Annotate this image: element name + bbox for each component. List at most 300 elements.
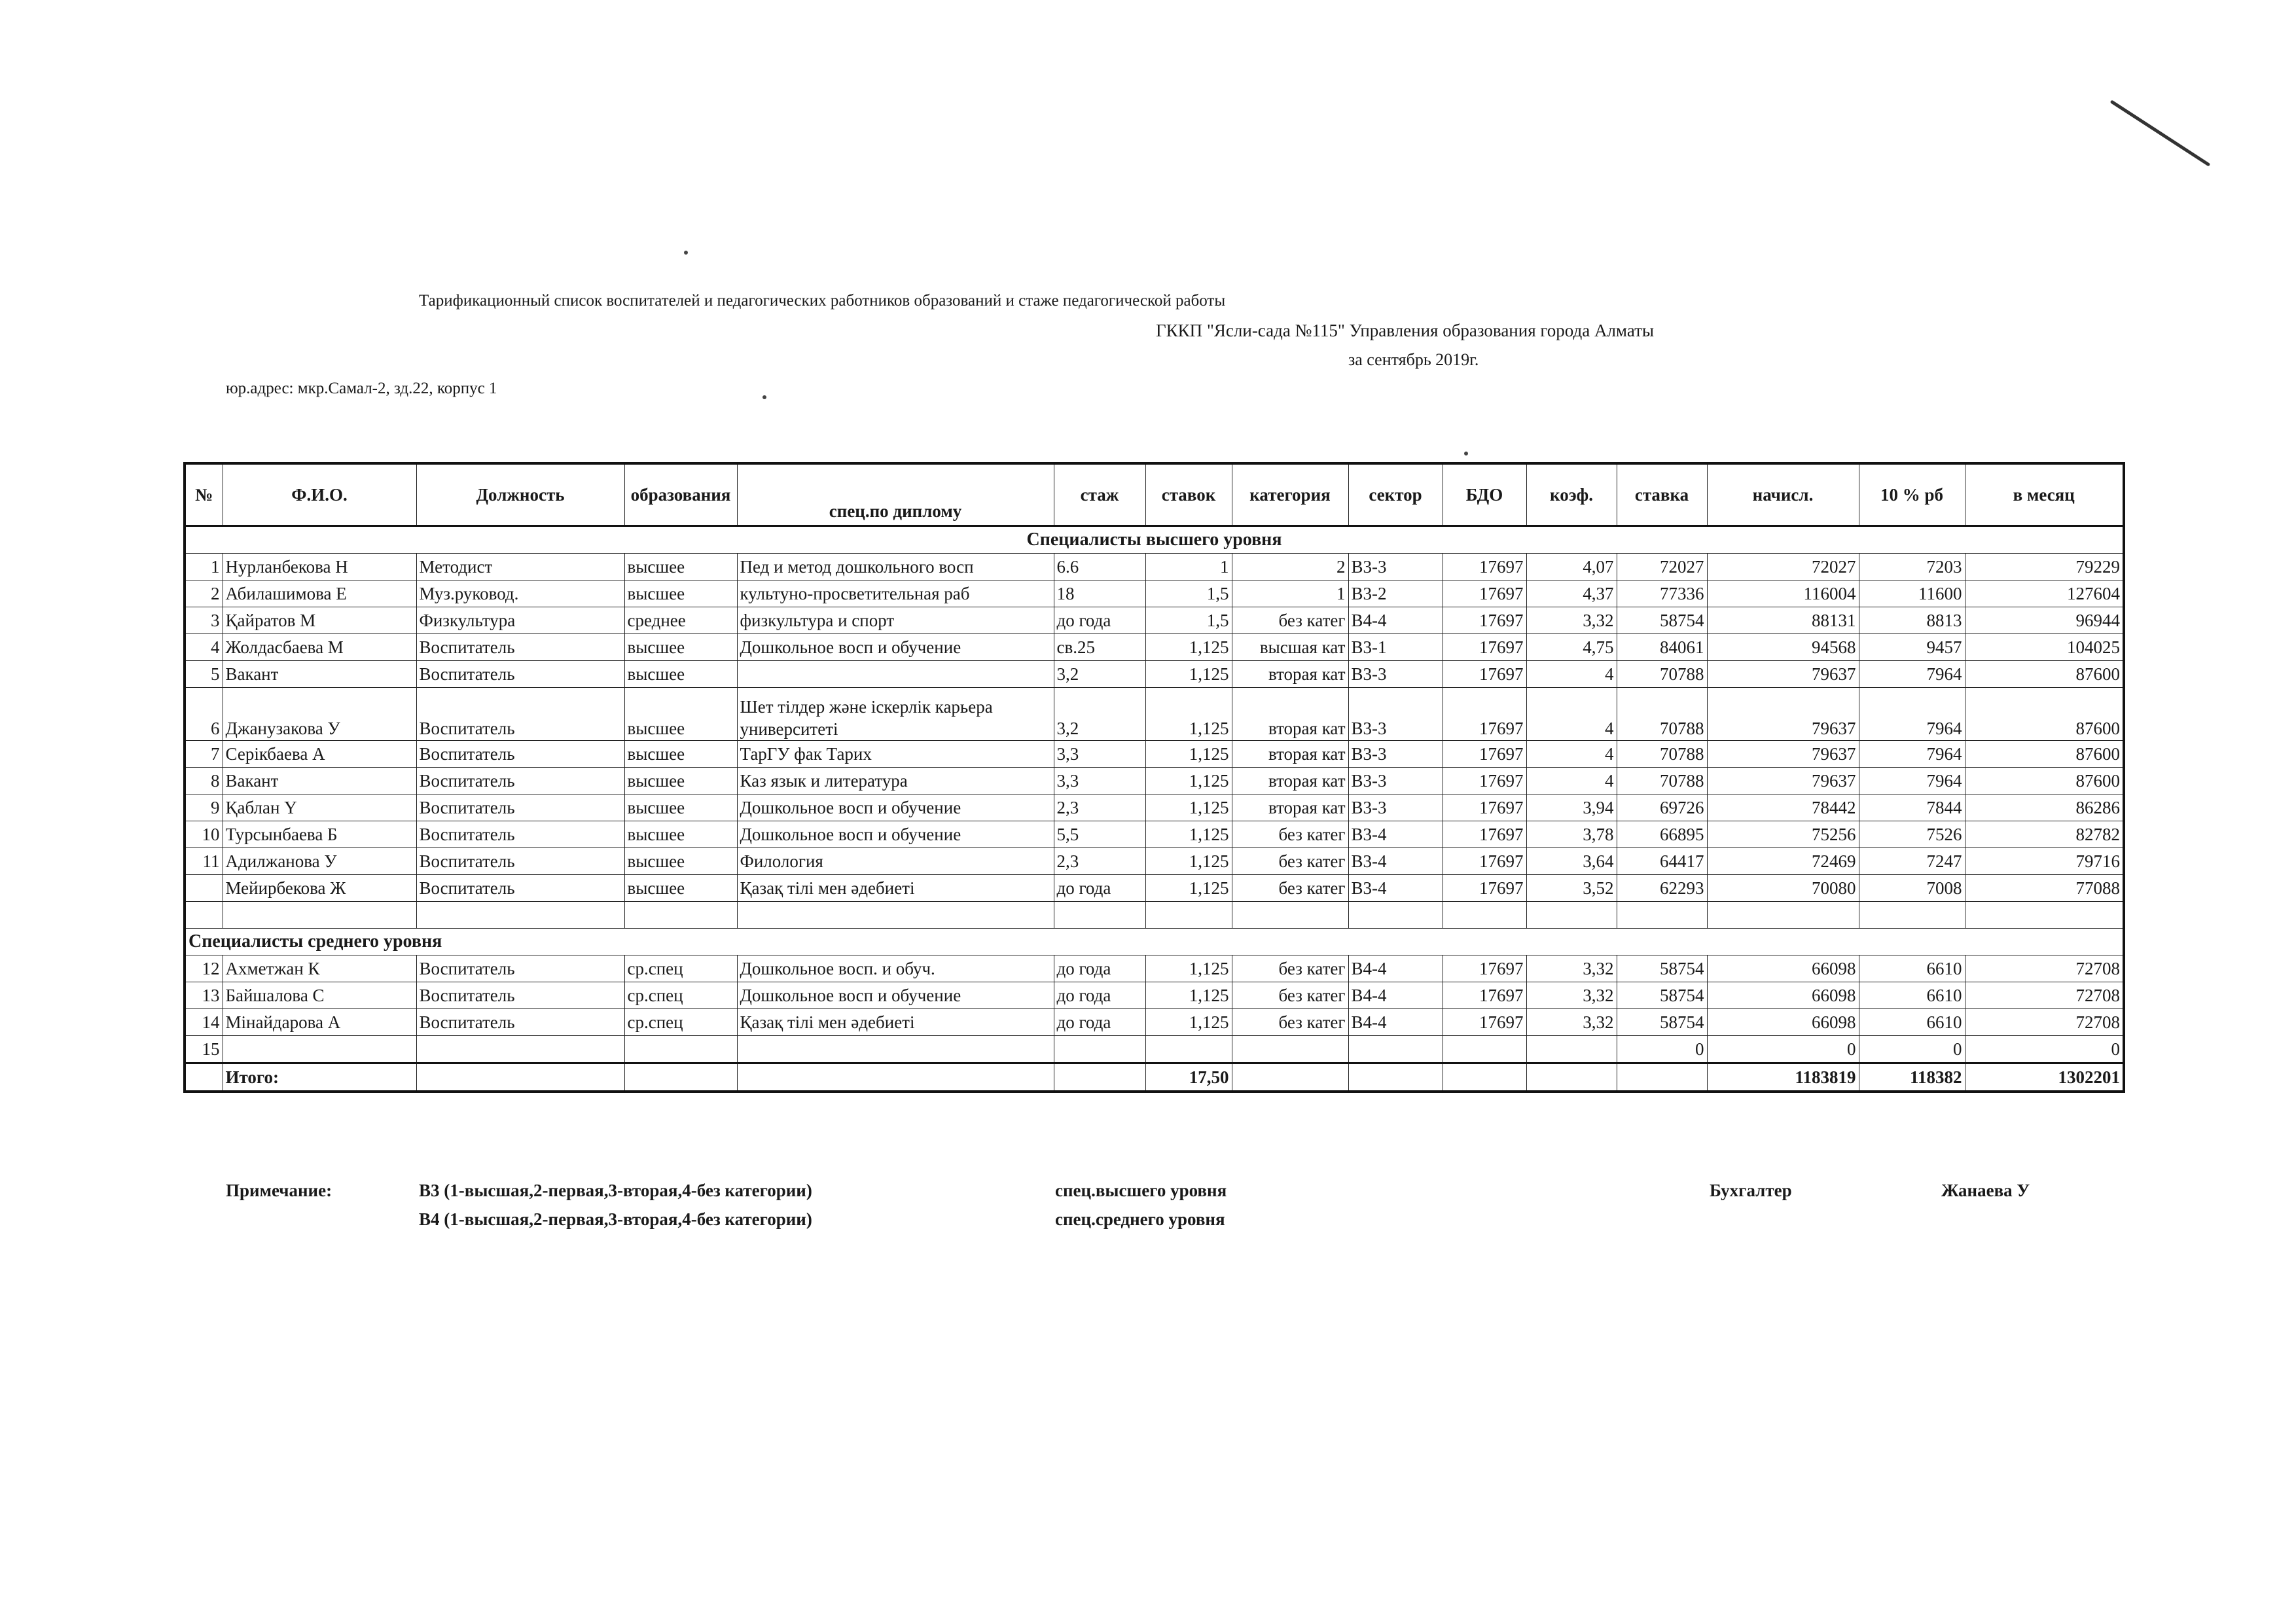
cell-monthly: 87600 — [1965, 741, 2124, 768]
cell-specialty: Дошкольное восп. и обуч. — [737, 955, 1054, 982]
empty-cell — [1526, 902, 1617, 929]
cell-accrued: 72469 — [1707, 848, 1859, 875]
cell-sector: В4-4 — [1348, 1009, 1443, 1036]
cell-rb: 7964 — [1859, 741, 1965, 768]
cell-rate: 69726 — [1617, 794, 1707, 821]
empty-cell — [1617, 1063, 1707, 1092]
cell-coef: 4 — [1526, 741, 1617, 768]
cell-rates: 1,125 — [1145, 661, 1232, 688]
cell-accrued: 79637 — [1707, 688, 1859, 741]
cell-rates: 1,125 — [1145, 688, 1232, 741]
cell-position: Воспитатель — [416, 688, 624, 741]
table-row — [185, 794, 2124, 821]
col-header-rb: 10 % рб — [1859, 463, 1965, 526]
col-header-monthly: в месяц — [1965, 463, 2124, 526]
table-row — [185, 554, 2124, 580]
cell-no: 15 — [185, 1036, 223, 1063]
cell-education: высшее — [624, 794, 737, 821]
cell-bdo: 17697 — [1443, 794, 1526, 821]
table-row — [185, 982, 2124, 1009]
cell-coef — [1526, 1036, 1617, 1063]
cell-experience: до года — [1054, 1009, 1145, 1036]
cell-category: без катег — [1232, 607, 1348, 634]
cell-accrued: 66098 — [1707, 982, 1859, 1009]
cell-no: 11 — [185, 848, 223, 875]
cell-rates: 1,125 — [1145, 794, 1232, 821]
cell-experience: 2,3 — [1054, 848, 1145, 875]
empty-cell — [1054, 1063, 1145, 1092]
cell-coef: 3,32 — [1526, 955, 1617, 982]
cell-monthly: 127604 — [1965, 580, 2124, 607]
cell-bdo: 17697 — [1443, 607, 1526, 634]
cell-rb: 7203 — [1859, 554, 1965, 580]
cell-education: ср.спец — [624, 955, 737, 982]
col-header-experience: стаж — [1054, 463, 1145, 526]
cell-bdo: 17697 — [1443, 982, 1526, 1009]
cell-rate: 70788 — [1617, 768, 1707, 794]
cell-category: без катег — [1232, 982, 1348, 1009]
cell-rb: 7844 — [1859, 794, 1965, 821]
cell-rate: 58754 — [1617, 1009, 1707, 1036]
cell-bdo: 17697 — [1443, 634, 1526, 661]
cell-position: Муз.руковод. — [416, 580, 624, 607]
cell-experience: св.25 — [1054, 634, 1145, 661]
table-row — [185, 848, 2124, 875]
cell-sector: В3-2 — [1348, 580, 1443, 607]
cell-bdo — [1443, 1036, 1526, 1063]
empty-cell — [1617, 902, 1707, 929]
scan-dot — [1464, 452, 1468, 455]
cell-fio — [223, 1036, 416, 1063]
cell-coef: 4,37 — [1526, 580, 1617, 607]
scan-pen-mark — [2110, 99, 2211, 166]
total-row — [185, 1063, 2124, 1092]
cell-education: высшее — [624, 875, 737, 902]
cell-experience: до года — [1054, 955, 1145, 982]
cell-coef: 3,52 — [1526, 875, 1617, 902]
col-header-sector: сектор — [1348, 463, 1443, 526]
cell-category: без катег — [1232, 821, 1348, 848]
table-row — [185, 821, 2124, 848]
cell-accrued: 72027 — [1707, 554, 1859, 580]
cell-experience: 18 — [1054, 580, 1145, 607]
cell-specialty: Филология — [737, 848, 1054, 875]
empty-cell — [1965, 902, 2124, 929]
cell-fio: Вакант — [223, 768, 416, 794]
table-row — [185, 580, 2124, 607]
cell-sector: В3-3 — [1348, 768, 1443, 794]
cell-fio: Джанузакова У — [223, 688, 416, 741]
cell-rb: 6610 — [1859, 982, 1965, 1009]
cell-rb: 7526 — [1859, 821, 1965, 848]
cell-rates: 1,5 — [1145, 580, 1232, 607]
section-mid-level — [185, 929, 2124, 955]
cell-no — [185, 875, 223, 902]
table-row — [185, 1009, 2124, 1036]
total-label: Итого: — [223, 1063, 416, 1092]
cell-monthly: 72708 — [1965, 955, 2124, 982]
cell-bdo: 17697 — [1443, 848, 1526, 875]
cell-no: 12 — [185, 955, 223, 982]
tariff-table — [183, 462, 2125, 1093]
col-header-rates: ставок — [1145, 463, 1232, 526]
cell-experience: до года — [1054, 982, 1145, 1009]
cell-accrued: 94568 — [1707, 634, 1859, 661]
cell-sector: В3-4 — [1348, 848, 1443, 875]
col-header-specialty: спец.по диплому — [737, 463, 1054, 526]
cell-monthly: 77088 — [1965, 875, 2124, 902]
cell-experience: 3,2 — [1054, 688, 1145, 741]
cell-position: Воспитатель — [416, 955, 624, 982]
cell-fio: Ахметжан К — [223, 955, 416, 982]
cell-monthly: 87600 — [1965, 768, 2124, 794]
cell-specialty: Пед и метод дошкольного восп — [737, 554, 1054, 580]
cell-accrued: 0 — [1707, 1036, 1859, 1063]
cell-monthly: 87600 — [1965, 688, 2124, 741]
cell-rate: 58754 — [1617, 955, 1707, 982]
accountant-name: Жанаева У — [1941, 1181, 2030, 1200]
cell-sector: В3-3 — [1348, 661, 1443, 688]
table-row — [185, 634, 2124, 661]
cell-fio: Қайратов М — [223, 607, 416, 634]
cell-coef: 4 — [1526, 688, 1617, 741]
cell-category — [1232, 1036, 1348, 1063]
cell-education: высшее — [624, 661, 737, 688]
cell-rb: 7964 — [1859, 688, 1965, 741]
cell-specialty — [737, 1036, 1054, 1063]
cell-rb: 7964 — [1859, 768, 1965, 794]
cell-accrued: 70080 — [1707, 875, 1859, 902]
notes-line-2: В4 (1-высшая,2-первая,3-вторая,4-без категории) — [419, 1209, 812, 1229]
cell-sector: В3-3 — [1348, 688, 1443, 741]
cell-rate: 62293 — [1617, 875, 1707, 902]
col-header-fio: Ф.И.О. — [223, 463, 416, 526]
cell-sector: В4-4 — [1348, 955, 1443, 982]
empty-cell — [624, 1063, 737, 1092]
empty-cell — [1707, 902, 1859, 929]
cell-rb: 7247 — [1859, 848, 1965, 875]
cell-coef: 4,75 — [1526, 634, 1617, 661]
empty-cell — [416, 1063, 624, 1092]
cell-rate: 58754 — [1617, 607, 1707, 634]
cell-rb: 11600 — [1859, 580, 1965, 607]
notes-spec-mid: спец.среднего уровня — [1055, 1209, 1225, 1229]
cell-coef: 3,94 — [1526, 794, 1617, 821]
cell-sector: В3-3 — [1348, 794, 1443, 821]
empty-cell — [624, 902, 737, 929]
cell-rates: 1,125 — [1145, 634, 1232, 661]
cell-position: Воспитатель — [416, 875, 624, 902]
cell-coef: 4 — [1526, 661, 1617, 688]
cell-monthly: 104025 — [1965, 634, 2124, 661]
cell-specialty: Шет тілдер және іскерлік карьера университеті — [737, 688, 1054, 741]
cell-fio: Мінайдарова А — [223, 1009, 416, 1036]
cell-bdo: 17697 — [1443, 955, 1526, 982]
cell-fio: Адилжанова У — [223, 848, 416, 875]
total-monthly: 1302201 — [1965, 1063, 2124, 1092]
cell-sector: В3-4 — [1348, 821, 1443, 848]
table-row — [185, 607, 2124, 634]
cell-rates: 1,125 — [1145, 955, 1232, 982]
cell-rb: 6610 — [1859, 955, 1965, 982]
cell-fio: Турсынбаева Б — [223, 821, 416, 848]
cell-accrued: 79637 — [1707, 768, 1859, 794]
cell-rb: 9457 — [1859, 634, 1965, 661]
cell-bdo: 17697 — [1443, 661, 1526, 688]
table-row — [185, 688, 2124, 741]
cell-monthly: 72708 — [1965, 982, 2124, 1009]
cell-accrued: 79637 — [1707, 661, 1859, 688]
cell-education: высшее — [624, 821, 737, 848]
cell-education: высшее — [624, 741, 737, 768]
empty-cell — [1348, 902, 1443, 929]
cell-monthly: 87600 — [1965, 661, 2124, 688]
cell-category: 1 — [1232, 580, 1348, 607]
cell-education: высшее — [624, 554, 737, 580]
col-header-rate: ставка — [1617, 463, 1707, 526]
cell-specialty: Дошкольное восп и обучение — [737, 794, 1054, 821]
cell-coef: 3,32 — [1526, 982, 1617, 1009]
cell-rate: 84061 — [1617, 634, 1707, 661]
cell-no: 2 — [185, 580, 223, 607]
table-row — [185, 955, 2124, 982]
cell-accrued: 66098 — [1707, 955, 1859, 982]
cell-fio: Серікбаева А — [223, 741, 416, 768]
cell-rates — [1145, 1036, 1232, 1063]
cell-sector — [1348, 1036, 1443, 1063]
cell-rates: 1,125 — [1145, 768, 1232, 794]
notes-label: Примечание: — [226, 1181, 332, 1200]
empty-cell — [416, 902, 624, 929]
cell-rate: 66895 — [1617, 821, 1707, 848]
cell-rb: 7964 — [1859, 661, 1965, 688]
table-row — [185, 741, 2124, 768]
cell-position: Воспитатель — [416, 982, 624, 1009]
cell-category: высшая кат — [1232, 634, 1348, 661]
empty-cell — [185, 902, 223, 929]
cell-rates: 1,125 — [1145, 875, 1232, 902]
cell-no: 3 — [185, 607, 223, 634]
report-period: за сентябрь 2019г. — [1348, 350, 1479, 369]
col-header-position: Должность — [416, 463, 624, 526]
cell-rb: 8813 — [1859, 607, 1965, 634]
cell-no: 7 — [185, 741, 223, 768]
cell-accrued: 75256 — [1707, 821, 1859, 848]
cell-rates: 1,5 — [1145, 607, 1232, 634]
table-row — [185, 875, 2124, 902]
col-header-accrued: начисл. — [1707, 463, 1859, 526]
section-title: Специалисты высшего уровня — [185, 526, 2124, 554]
empty-cell — [223, 902, 416, 929]
notes-line-1: В3 (1-высшая,2-первая,3-вторая,4-без категории) — [419, 1181, 812, 1200]
legal-address: юр.адрес: мкр.Самал-2, зд.22, корпус 1 — [226, 380, 497, 397]
cell-bdo: 17697 — [1443, 1009, 1526, 1036]
col-header-coef: коэф. — [1526, 463, 1617, 526]
cell-accrued: 88131 — [1707, 607, 1859, 634]
cell-position: Воспитатель — [416, 741, 624, 768]
cell-category: без катег — [1232, 848, 1348, 875]
empty-cell — [1526, 1063, 1617, 1092]
cell-position: Воспитатель — [416, 634, 624, 661]
cell-coef: 4,07 — [1526, 554, 1617, 580]
cell-rates: 1,125 — [1145, 821, 1232, 848]
cell-fio: Нурланбекова Н — [223, 554, 416, 580]
cell-coef: 3,78 — [1526, 821, 1617, 848]
cell-experience: 2,3 — [1054, 794, 1145, 821]
empty-cell — [737, 1063, 1054, 1092]
cell-rate: 70788 — [1617, 688, 1707, 741]
cell-education — [624, 1036, 737, 1063]
cell-rates: 1,125 — [1145, 982, 1232, 1009]
col-header-education: образования — [624, 463, 737, 526]
cell-monthly: 96944 — [1965, 607, 2124, 634]
cell-monthly: 72708 — [1965, 1009, 2124, 1036]
cell-rate: 72027 — [1617, 554, 1707, 580]
cell-sector: В4-4 — [1348, 982, 1443, 1009]
organization-name: ГККП "Ясли-сада №115" Управления образования города Алматы — [1156, 321, 1655, 340]
empty-row — [185, 902, 2124, 929]
cell-bdo: 17697 — [1443, 688, 1526, 741]
table-row — [185, 1036, 2124, 1063]
cell-rates: 1 — [1145, 554, 1232, 580]
cell-no: 14 — [185, 1009, 223, 1036]
col-header-no: № — [185, 463, 223, 526]
cell-specialty: ТарГУ фак Тарих — [737, 741, 1054, 768]
cell-specialty: Дошкольное восп и обучение — [737, 982, 1054, 1009]
cell-sector: В4-4 — [1348, 607, 1443, 634]
cell-no: 1 — [185, 554, 223, 580]
table-header-row — [185, 463, 2124, 526]
cell-position: Воспитатель — [416, 661, 624, 688]
empty-cell — [1145, 902, 1232, 929]
cell-education: ср.спец — [624, 1009, 737, 1036]
cell-sector: В3-1 — [1348, 634, 1443, 661]
cell-sector: В3-3 — [1348, 741, 1443, 768]
cell-category: 2 — [1232, 554, 1348, 580]
scan-dot — [684, 251, 688, 255]
cell-rate: 64417 — [1617, 848, 1707, 875]
empty-cell — [185, 1063, 223, 1092]
cell-rb: 7008 — [1859, 875, 1965, 902]
cell-specialty: физкультура и спорт — [737, 607, 1054, 634]
cell-accrued: 116004 — [1707, 580, 1859, 607]
cell-position: Воспитатель — [416, 821, 624, 848]
cell-specialty: культуно-просветительная раб — [737, 580, 1054, 607]
notes-spec-high: спец.высшего уровня — [1055, 1181, 1227, 1200]
empty-cell — [1232, 902, 1348, 929]
cell-position: Воспитатель — [416, 848, 624, 875]
cell-fio: Қаблан Ү — [223, 794, 416, 821]
total-rb: 118382 — [1859, 1063, 1965, 1092]
cell-coef: 3,32 — [1526, 607, 1617, 634]
cell-experience: 3,2 — [1054, 661, 1145, 688]
cell-position — [416, 1036, 624, 1063]
cell-fio: Абилашимова Е — [223, 580, 416, 607]
cell-accrued: 79637 — [1707, 741, 1859, 768]
empty-cell — [737, 902, 1054, 929]
scan-dot — [762, 395, 766, 399]
table-row — [185, 768, 2124, 794]
cell-rates: 1,125 — [1145, 848, 1232, 875]
cell-education: высшее — [624, 768, 737, 794]
cell-rate: 77336 — [1617, 580, 1707, 607]
cell-rate: 58754 — [1617, 982, 1707, 1009]
cell-no: 13 — [185, 982, 223, 1009]
cell-specialty: Дошкольное восп и обучение — [737, 634, 1054, 661]
cell-position: Физкультура — [416, 607, 624, 634]
empty-cell — [1443, 1063, 1526, 1092]
cell-no: 6 — [185, 688, 223, 741]
empty-cell — [1232, 1063, 1348, 1092]
total-accrued: 1183819 — [1707, 1063, 1859, 1092]
cell-bdo: 17697 — [1443, 875, 1526, 902]
cell-fio: Жолдасбаева М — [223, 634, 416, 661]
cell-no: 8 — [185, 768, 223, 794]
accountant-label: Бухгалтер — [1710, 1181, 1792, 1200]
cell-position: Воспитатель — [416, 794, 624, 821]
cell-category: без катег — [1232, 875, 1348, 902]
cell-position: Воспитатель — [416, 768, 624, 794]
cell-monthly: 79229 — [1965, 554, 2124, 580]
cell-category: без катег — [1232, 955, 1348, 982]
cell-experience: до года — [1054, 607, 1145, 634]
cell-coef: 3,32 — [1526, 1009, 1617, 1036]
total-rates: 17,50 — [1145, 1063, 1232, 1092]
cell-bdo: 17697 — [1443, 821, 1526, 848]
cell-position: Воспитатель — [416, 1009, 624, 1036]
cell-bdo: 17697 — [1443, 741, 1526, 768]
cell-education: высшее — [624, 634, 737, 661]
cell-no: 4 — [185, 634, 223, 661]
cell-monthly: 79716 — [1965, 848, 2124, 875]
cell-coef: 3,64 — [1526, 848, 1617, 875]
cell-coef: 4 — [1526, 768, 1617, 794]
cell-education: среднее — [624, 607, 737, 634]
cell-no: 5 — [185, 661, 223, 688]
cell-category: вторая кат — [1232, 768, 1348, 794]
cell-category: вторая кат — [1232, 661, 1348, 688]
cell-education: высшее — [624, 848, 737, 875]
empty-cell — [1859, 902, 1965, 929]
cell-category: без катег — [1232, 1009, 1348, 1036]
cell-accrued: 66098 — [1707, 1009, 1859, 1036]
cell-category: вторая кат — [1232, 688, 1348, 741]
table-row — [185, 661, 2124, 688]
cell-rate: 0 — [1617, 1036, 1707, 1063]
empty-cell — [1054, 902, 1145, 929]
cell-sector: В3-3 — [1348, 554, 1443, 580]
cell-specialty — [737, 661, 1054, 688]
cell-rates: 1,125 — [1145, 1009, 1232, 1036]
cell-specialty: Каз язык и литература — [737, 768, 1054, 794]
col-header-bdo: БДО — [1443, 463, 1526, 526]
cell-bdo: 17697 — [1443, 580, 1526, 607]
document-title: Тарификационный список воспитателей и педагогических работников образований и стаже педагогической работы — [419, 292, 1226, 310]
cell-rates: 1,125 — [1145, 741, 1232, 768]
cell-accrued: 78442 — [1707, 794, 1859, 821]
cell-rb: 0 — [1859, 1036, 1965, 1063]
empty-cell — [1348, 1063, 1443, 1092]
cell-specialty: Дошкольное восп и обучение — [737, 821, 1054, 848]
cell-education: высшее — [624, 580, 737, 607]
cell-monthly: 0 — [1965, 1036, 2124, 1063]
cell-education: высшее — [624, 688, 737, 741]
cell-monthly: 86286 — [1965, 794, 2124, 821]
col-header-category: категория — [1232, 463, 1348, 526]
section-title: Специалисты среднего уровня — [185, 929, 2124, 955]
cell-bdo: 17697 — [1443, 554, 1526, 580]
cell-bdo: 17697 — [1443, 768, 1526, 794]
